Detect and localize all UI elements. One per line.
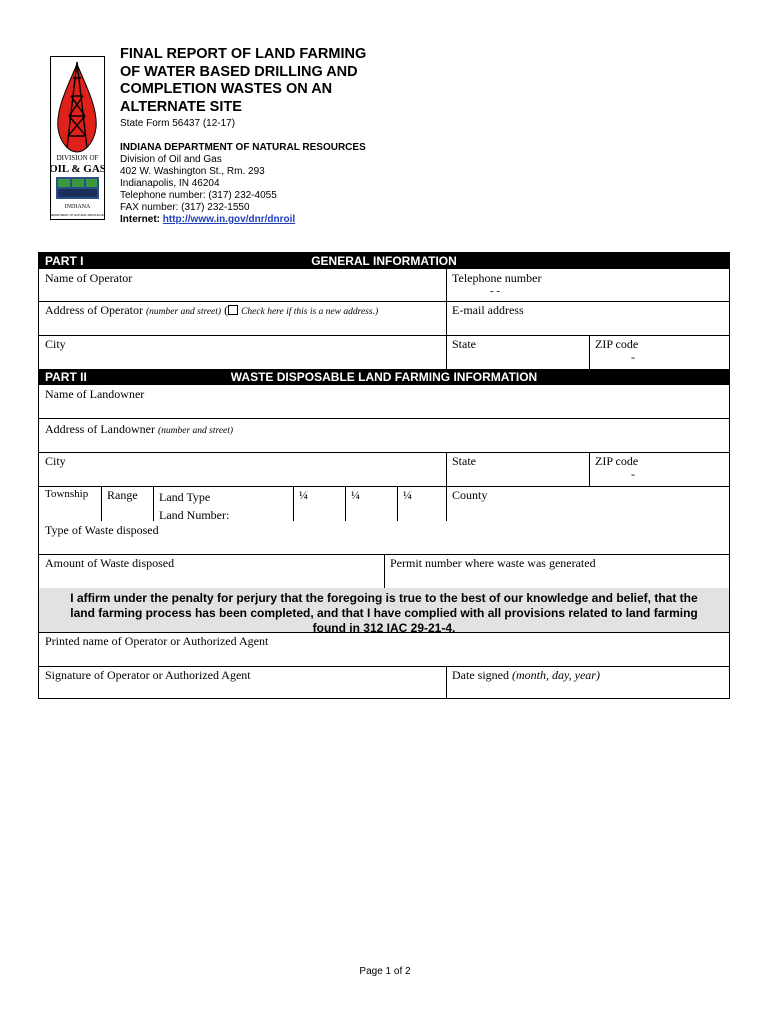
printed-name-field[interactable]: Printed name of Operator or Authorized Agent bbox=[45, 634, 269, 648]
part1-heading: GENERAL INFORMATION bbox=[311, 254, 457, 268]
agency-name: INDIANA DEPARTMENT OF NATURAL RESOURCES bbox=[120, 142, 366, 153]
township-field[interactable]: Township bbox=[45, 488, 89, 500]
county-field[interactable]: County bbox=[452, 488, 488, 502]
form-number: State Form 56437 (12-17) bbox=[120, 118, 236, 129]
title-line: FINAL REPORT OF LAND FARMING bbox=[120, 46, 367, 62]
range-field[interactable]: Range bbox=[107, 488, 138, 502]
part1-bar bbox=[39, 253, 729, 269]
logo-indiana: INDIANA bbox=[64, 204, 91, 210]
operator-city-field[interactable]: City bbox=[45, 337, 66, 351]
street-address: 402 W. Washington St., Rm. 293 bbox=[120, 166, 265, 177]
form-grid bbox=[38, 252, 730, 699]
landowner-state-field[interactable]: State bbox=[452, 454, 476, 468]
part1-label: PART I bbox=[45, 254, 84, 268]
affirmation-statement: I affirm under the penalty for perjury that the foregoing is true to the best of our knowledge and belief, that the land farming process has been completed, and that I have complied with all provisions related to land farming found in 312 IAC 29-21-4. bbox=[39, 588, 729, 632]
date-signed-field[interactable]: Date signed (month, day, year) bbox=[452, 668, 600, 682]
telephone-field[interactable]: Telephone number - - bbox=[452, 271, 542, 297]
landowner-city-field[interactable]: City bbox=[45, 454, 66, 468]
quarter-field-2[interactable]: ¼ bbox=[351, 488, 360, 502]
telephone-line: Telephone number: (317) 232-4055 bbox=[120, 190, 277, 201]
operator-zip-field[interactable]: ZIP code - bbox=[595, 337, 639, 364]
title-line: OF WATER BASED DRILLING AND bbox=[120, 63, 358, 80]
part2-label: PART II bbox=[45, 370, 87, 384]
logo-dept: DEPARTMENT OF NATURAL RESOURCES bbox=[50, 213, 105, 217]
operator-state-field[interactable]: State bbox=[452, 337, 476, 351]
amount-of-waste-field[interactable]: Amount of Waste disposed bbox=[45, 556, 175, 570]
name-of-operator-field[interactable]: Name of Operator bbox=[45, 271, 133, 285]
division-oil-gas-logo bbox=[50, 56, 105, 220]
fax-line: FAX number: (317) 232-1550 bbox=[120, 202, 250, 213]
agency-block bbox=[120, 142, 366, 226]
quarter-field-3[interactable]: ¼ bbox=[403, 488, 412, 502]
logo-division-of: DIVISION OF bbox=[56, 154, 99, 162]
landowner-zip-field[interactable]: ZIP code - bbox=[595, 454, 639, 481]
quarter-field-1[interactable]: ¼ bbox=[299, 488, 308, 502]
signature-field[interactable]: Signature of Operator or Authorized Agent bbox=[45, 668, 251, 682]
city-address: Indianapolis, IN 46204 bbox=[120, 178, 220, 189]
logo-oil-gas: OIL & GAS bbox=[50, 163, 105, 175]
title-line: ALTERNATE SITE bbox=[120, 98, 242, 115]
land-type-field[interactable]: Land Type Land Number: bbox=[159, 490, 230, 522]
address-of-operator-field[interactable]: Address of Operator (number and street) ( Check here if this is a new address.) bbox=[45, 303, 379, 317]
email-field[interactable]: E-mail address bbox=[452, 303, 524, 317]
new-address-checkbox[interactable] bbox=[228, 305, 238, 315]
title-line: COMPLETION WASTES ON AN bbox=[120, 81, 333, 97]
form-title bbox=[120, 46, 420, 116]
page-number: Page 1 of 2 bbox=[359, 966, 411, 977]
part2-bar bbox=[39, 369, 729, 385]
type-of-waste-field[interactable]: Type of Waste disposed bbox=[45, 523, 159, 537]
internet-label: Internet: bbox=[120, 214, 160, 225]
permit-number-field[interactable]: Permit number where waste was generated bbox=[390, 556, 596, 570]
address-of-landowner-field[interactable]: Address of Landowner (number and street) bbox=[45, 422, 234, 436]
division-name: Division of Oil and Gas bbox=[120, 154, 222, 165]
part2-heading: WASTE DISPOSABLE LAND FARMING INFORMATION bbox=[230, 370, 538, 384]
internet-link[interactable]: http://www.in.gov/dnr/dnroil bbox=[162, 214, 296, 225]
name-of-landowner-field[interactable]: Name of Landowner bbox=[45, 387, 145, 401]
